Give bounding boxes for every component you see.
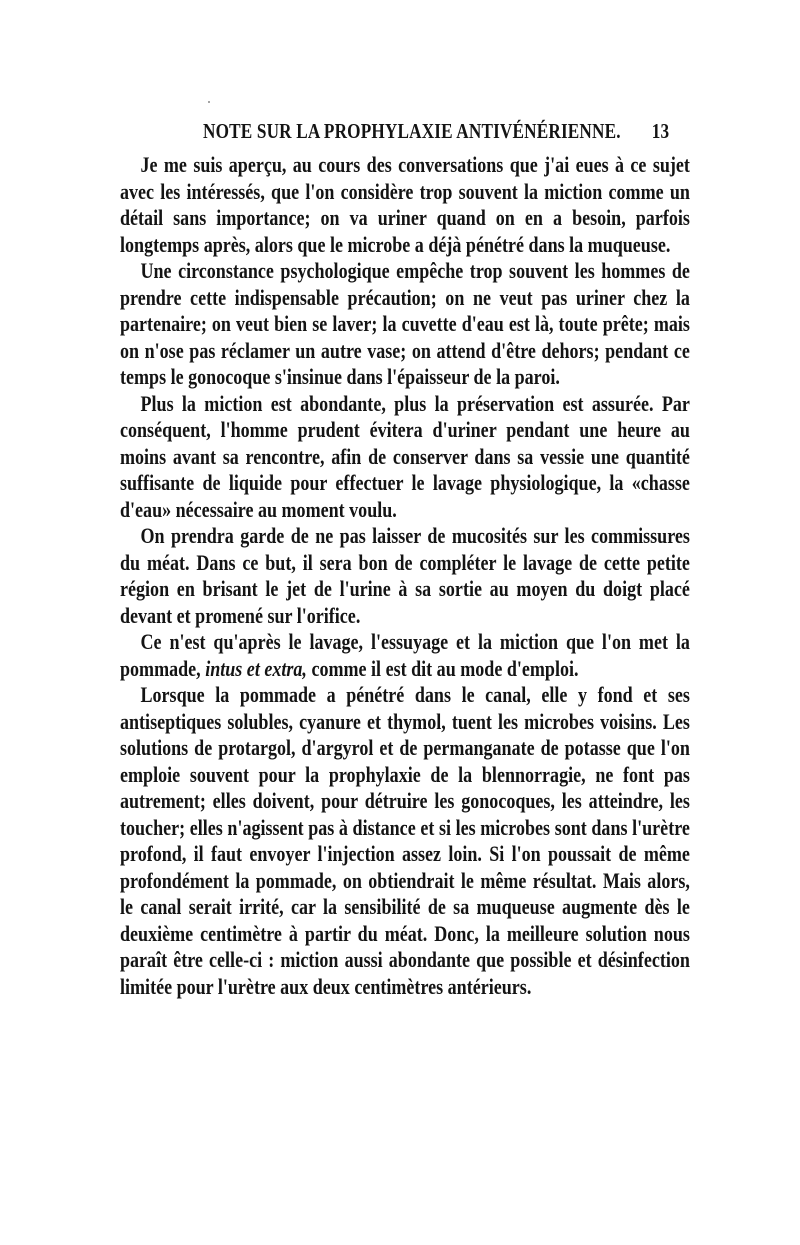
paragraph-5-text-end: comme il est dit au mode d'emploi. <box>306 655 579 681</box>
paragraph-4: On prendra garde de ne pas laisser de mucosités sur les commissures du méat. Dans ce but, il sera bon de compléter le lavage de cette petite région en brisant le jet de l'urine à sa sortie au moyen du doigt placé devant et promené sur l'orifice. <box>120 523 690 628</box>
paragraph-5 <box>120 629 690 682</box>
paragraph-5-text-start: Ce n'est qu'après le lavage, l'essuyage et la miction que l'on met la pommade, <box>120 629 690 681</box>
paragraph-2: Une circonstance psychologique empêche trop souvent les hommes de prendre cette indispensable précaution; on ne veut pas uriner chez la partenaire; on veut bien se laver; la cuvette d'eau est là, toute prête; mais on n'ose pas réclamer un autre vase; on attend d'être dehors; pendant ce temps le gonocoque s'insinue dans l'épaisseur de la paroi. <box>120 258 690 389</box>
paragraph-3: Plus la miction est abondante, plus la préservation est assurée. Par conséquent, l'homme prudent évitera d'uriner pendant une heure au moins avant sa rencontre, afin de conserver dans sa vessie une quantité suffisante de liquide pour effectuer le lavage physiologique, la «chasse d'eau» nécessaire au moment voulu. <box>120 390 690 522</box>
paragraph-1: Je me suis aperçu, au cours des conversations que j'ai eues à ce sujet avec les intéressés, que l'on considère trop souvent la miction comme un détail sans importance; on va uriner quand on en a besoin, parfois longtemps après, alors que le microbe a déjà pénétré dans la muqueuse. <box>120 152 690 257</box>
running-title: NOTE SUR LA PROPHYLAXIE ANTIVÉNÉRIENNE. <box>203 119 621 143</box>
page-number: 13 <box>651 119 670 143</box>
running-header <box>203 114 670 148</box>
latin-phrase: intus et extra, <box>205 655 307 681</box>
body-text <box>120 152 690 1000</box>
paragraph-6: Lorsque la pommade a pénétré dans le canal, elle y fond et ses antiseptiques solubles, cyanure et thymol, tuent les microbes voisins. Les solutions de protargol, d'argyrol et de permanganate de potasse que l'on emploie souvent pour la prophylaxie de la blennorragie, ne font pas autrement; elles doivent, pour détruire les gonocoques, les atteindre, les toucher; elles n'agissent pas à distance et si les microbes sont dans l'urètre profond, il faut envoyer l'injection assez loin. Si l'on poussait de même profondément la pommade, on obtiendrait le même résultat. Mais alors, le canal serait irrité, car la sensibilité de sa muqueuse augmente dès le deuxième centimètre à partir du méat. Donc, la meilleure solution nous paraît être celle-ci : miction aussi abondante que possible et désinfection limitée pour l'urètre aux deux centimètres antérieurs. <box>120 682 690 999</box>
speck-mark <box>208 101 210 103</box>
